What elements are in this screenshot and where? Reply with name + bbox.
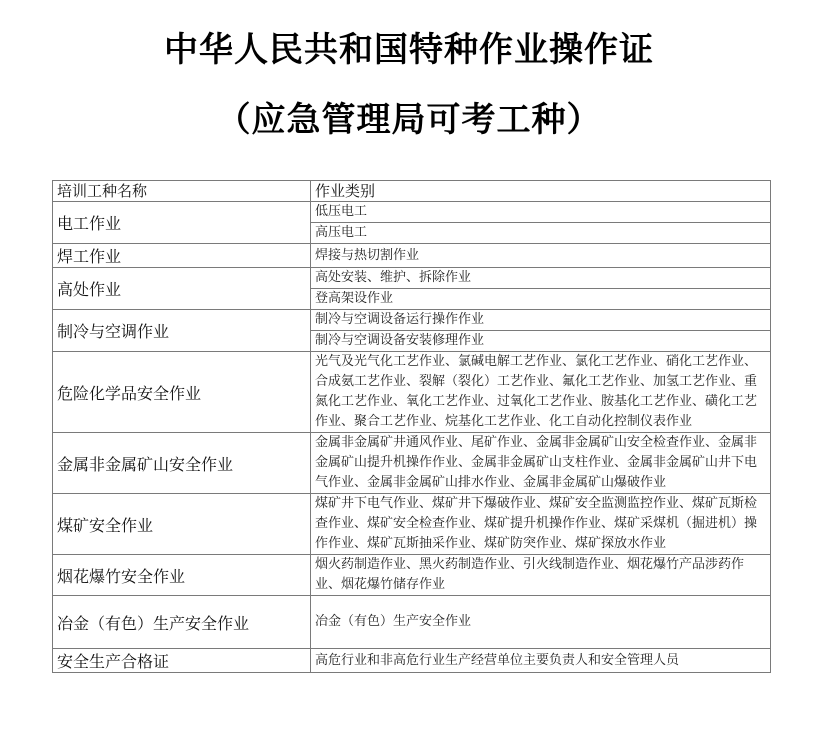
page-subtitle: （应急管理局可考工种） — [216, 100, 602, 140]
row-item: 制冷与空调设备安装修理作业 — [311, 331, 771, 352]
row-name: 金属非金属矿山安全作业 — [53, 433, 311, 494]
row-name: 冶金（有色）生产安全作业 — [53, 596, 311, 649]
row-item: 制冷与空调设备运行操作作业 — [311, 310, 771, 331]
row-item: 高处安装、维护、拆除作业 — [311, 268, 771, 289]
table-row — [53, 244, 771, 268]
row-item: 登高架设作业 — [311, 289, 771, 310]
table-row — [53, 202, 771, 223]
page-title: 中华人民共和国特种作业操作证 — [164, 30, 654, 70]
row-name: 高处作业 — [53, 268, 311, 310]
header-name: 培训工种名称 — [53, 181, 311, 202]
table-row — [53, 596, 771, 649]
row-name: 焊工作业 — [53, 244, 311, 268]
row-item: 焊接与热切割作业 — [311, 244, 771, 268]
table-header-row — [53, 181, 771, 202]
table-row — [53, 352, 771, 433]
table-row — [53, 433, 771, 494]
row-item: 烟火药制造作业、黑火药制造作业、引火线制造作业、烟花爆竹产品涉药作业、烟花爆竹储存作业 — [311, 555, 771, 596]
row-name: 烟花爆竹安全作业 — [53, 555, 311, 596]
row-item: 高危行业和非高危行业生产经营单位主要负责人和安全管理人员 — [311, 649, 771, 673]
header-category: 作业类别 — [311, 181, 771, 202]
row-item: 高压电工 — [311, 223, 771, 244]
table-row — [53, 268, 771, 289]
row-name: 制冷与空调作业 — [53, 310, 311, 352]
row-item: 光气及光气化工艺作业、氯碱电解工艺作业、氯化工艺作业、硝化工艺作业、合成氨工艺作业、裂解（裂化）工艺作业、氟化工艺作业、加氢工艺作业、重氮化工艺作业、氧化工艺作业、过氧化工艺作业、胺基化工艺作业、磺化工艺作业、聚合工艺作业、烷基化工艺作业、化工自动化控制仪表作业 — [311, 352, 771, 433]
row-item: 低压电工 — [311, 202, 771, 223]
row-item: 冶金（有色）生产安全作业 — [311, 596, 771, 649]
row-name: 电工作业 — [53, 202, 311, 244]
table-row — [53, 310, 771, 331]
row-item: 煤矿井下电气作业、煤矿井下爆破作业、煤矿安全监测监控作业、煤矿瓦斯检查作业、煤矿安全检查作业、煤矿提升机操作作业、煤矿采煤机（掘进机）操作作业、煤矿瓦斯抽采作业、煤矿防突作业、煤矿探放水作业 — [311, 494, 771, 555]
row-name: 煤矿安全作业 — [53, 494, 311, 555]
row-name: 危险化学品安全作业 — [53, 352, 311, 433]
row-name: 安全生产合格证 — [53, 649, 311, 673]
table-row — [53, 555, 771, 596]
table-row — [53, 494, 771, 555]
job-category-table — [52, 180, 771, 673]
row-item: 金属非金属矿井通风作业、尾矿作业、金属非金属矿山安全检查作业、金属非金属矿山提升机操作作业、金属非金属矿山支柱作业、金属非金属矿山井下电气作业、金属非金属矿山排水作业、金属非金属矿山爆破作业 — [311, 433, 771, 494]
table-row — [53, 649, 771, 673]
